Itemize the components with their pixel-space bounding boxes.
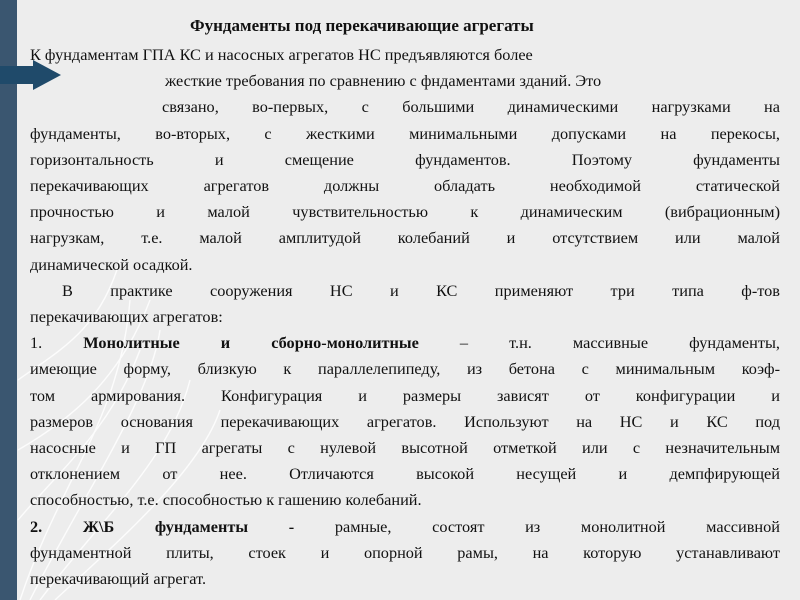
item-text: рамные, состоят из монолитной массивной — [294, 516, 780, 536]
item-text: – т.н. массивные фундаменты, — [418, 333, 780, 353]
text-line: перекачивающих агрегатов должны обладать необходимой статической — [30, 176, 780, 196]
text-line: К фундаментам ГПА КС и насосных агрегатов НС предъявляются более — [30, 45, 533, 64]
text-line: фундаментной плиты, стоек и опорной рамы, на которую устанавливают — [30, 542, 780, 562]
text-line: отклонением от нее. Отличаются высокой несущей и демпфирующей — [30, 464, 780, 484]
text-line: связано, во-первых, с большими динамическими нагрузками на — [162, 97, 780, 117]
text-line: динамической осадкой. — [30, 254, 193, 274]
text-line: имеющие форму, близкую к параллелепипеду, из бетона с минимальным коэф- — [30, 359, 780, 379]
item-number: 1. — [30, 333, 43, 353]
list-item-1 — [30, 330, 780, 356]
text-line: том армирования. Конфигурация и размеры зависят от конфигурации и — [30, 385, 780, 405]
body-text — [30, 42, 780, 592]
text-line: перекачивающих агрегатов: — [30, 307, 223, 327]
text-line: размеров основания перекачивающих агрегатов. Используют на НС и КС под — [30, 411, 780, 431]
text-line: фундаменты, во-вторых, с жесткими минимальными допусками на перекосы, — [30, 123, 780, 143]
text-line: способностью, т.е. способностью к гашению колебаний. — [30, 490, 422, 510]
item-heading: Монолитные и сборно-монолитные — [83, 333, 419, 353]
list-item-2 — [30, 514, 780, 540]
slide-title: Фундаменты под перекачивающие агрегаты — [190, 16, 534, 35]
text-line: прочностью и малой чувствительностью к динамическим (вибрационным) — [30, 202, 780, 222]
text-line: насосные и ГП агрегаты с нулевой высотной отметкой или с незначительным — [30, 438, 780, 458]
text-line: горизонтальность и смещение фундаментов. Поэтому фундаменты — [30, 149, 780, 169]
text-line: жесткие требования по сравнению с фндаментами зданий. Это — [165, 71, 602, 91]
text-line: перекачивающий агрегат. — [30, 569, 207, 589]
item-number: 2. — [30, 516, 43, 536]
text-line: нагрузкам, т.е. малой амплитудой колебаний и отсутствием или малой — [30, 228, 780, 248]
text-line: В практике сооружения НС и КС применяют три типа ф-тов — [62, 280, 780, 300]
item-heading: Ж\Б фундаменты - — [82, 516, 295, 536]
